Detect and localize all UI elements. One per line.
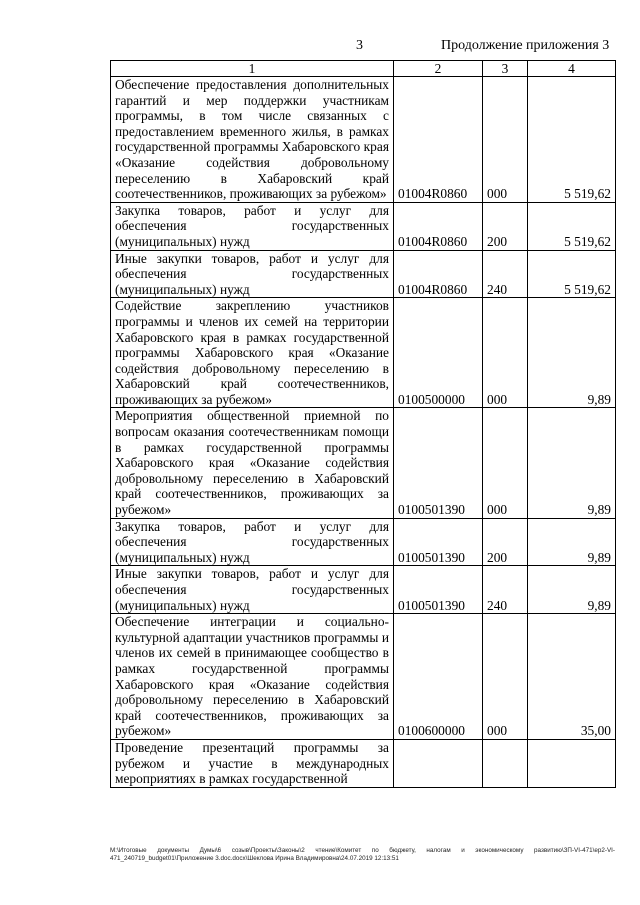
row-name: Закупка товаров, работ и услуг для обеспечения государственных (муниципальных) нужд xyxy=(111,202,394,250)
row-sum: 5 519,62 xyxy=(528,202,616,250)
row-code: 0100501390 xyxy=(394,566,483,614)
row-type: 000 xyxy=(483,408,528,518)
row-code: 0100600000 xyxy=(394,614,483,740)
row-type: 200 xyxy=(483,202,528,250)
column-header-3: 3 xyxy=(483,61,528,77)
table-row xyxy=(111,614,616,740)
row-type: 200 xyxy=(483,518,528,566)
row-name: Содействие закреплению участников программы и членов их семей на территории Хабаровского края в рамках государственной программы Хабаровского края «Оказание содействия добровольному переселению в Хабаровский край соотечественников, проживающих за рубежом» xyxy=(111,298,394,408)
row-code: 0100501390 xyxy=(394,518,483,566)
row-name: Закупка товаров, работ и услуг для обеспечения государственных (муниципальных) нужд xyxy=(111,518,394,566)
row-name: Иные закупки товаров, работ и услуг для обеспечения государственных (муниципальных) нужд xyxy=(111,250,394,298)
table-header-row xyxy=(111,61,616,77)
row-type: 000 xyxy=(483,298,528,408)
column-header-2: 2 xyxy=(394,61,483,77)
row-sum: 9,89 xyxy=(528,566,616,614)
row-code xyxy=(394,739,483,787)
table-row xyxy=(111,408,616,518)
row-code: 01004R0860 xyxy=(394,77,483,203)
row-sum: 9,89 xyxy=(528,518,616,566)
row-name: Иные закупки товаров, работ и услуг для обеспечения государственных (муниципальных) нужд xyxy=(111,566,394,614)
row-sum: 35,00 xyxy=(528,614,616,740)
row-name: Проведение презентаций программы за рубежом и участие в международных мероприятиях в рамках государственной xyxy=(111,739,394,787)
row-type: 000 xyxy=(483,77,528,203)
row-code: 01004R0860 xyxy=(394,202,483,250)
table-row xyxy=(111,518,616,566)
table-row xyxy=(111,739,616,787)
table-row xyxy=(111,298,616,408)
row-code: 0100500000 xyxy=(394,298,483,408)
row-sum xyxy=(528,739,616,787)
page-number: 3 xyxy=(356,38,363,53)
row-sum: 5 519,62 xyxy=(528,250,616,298)
table-row xyxy=(111,250,616,298)
row-name: Обеспечение предоставления дополнительных гарантий и мер поддержки участникам программы, в том числе связанных с предоставлением временного жилья, в рамках государственной программы Хабаровского края «Оказание содействия добровольному переселению в Хабаровский край соотечественников, проживающих за рубежом» xyxy=(111,77,394,203)
row-type: 000 xyxy=(483,614,528,740)
file-path-footer: М:\Итоговые документы Думы\6 созыв\Проекты\Законы\2 чтение\Комитет по бюджету, налогам и экономическому развитию\ЗП-VI-471\ер2-VI-471_240719_budget01\Приложение 3.doc.docx\Шеклова Ирина Владимировна\24.07.2019 12:13:51 xyxy=(110,847,615,862)
column-header-1: 1 xyxy=(111,61,394,77)
row-type: 240 xyxy=(483,566,528,614)
column-header-4: 4 xyxy=(528,61,616,77)
row-type: 240 xyxy=(483,250,528,298)
row-sum: 5 519,62 xyxy=(528,77,616,203)
table-row xyxy=(111,202,616,250)
row-type xyxy=(483,739,528,787)
row-name: Обеспечение интеграции и социально-культурной адаптации участников программы и членов их семей в принимающее сообщество в рамках государственной программы Хабаровского края «Оказание содействия добровольному переселению в Хабаровский край соотечественников, проживающих за рубежом» xyxy=(111,614,394,740)
budget-table xyxy=(110,60,616,788)
row-sum: 9,89 xyxy=(528,408,616,518)
row-name: Мероприятия общественной приемной по вопросам оказания соотечественникам помощи в рамках государственной программы Хабаровского края «Оказание содействия добровольному переселению в Хабаровский край соотечественников, проживающих за рубежом» xyxy=(111,408,394,518)
continuation-label: Продолжение приложения 3 xyxy=(441,38,610,53)
row-sum: 9,89 xyxy=(528,298,616,408)
row-code: 0100501390 xyxy=(394,408,483,518)
table-row xyxy=(111,566,616,614)
table-row xyxy=(111,77,616,203)
row-code: 01004R0860 xyxy=(394,250,483,298)
